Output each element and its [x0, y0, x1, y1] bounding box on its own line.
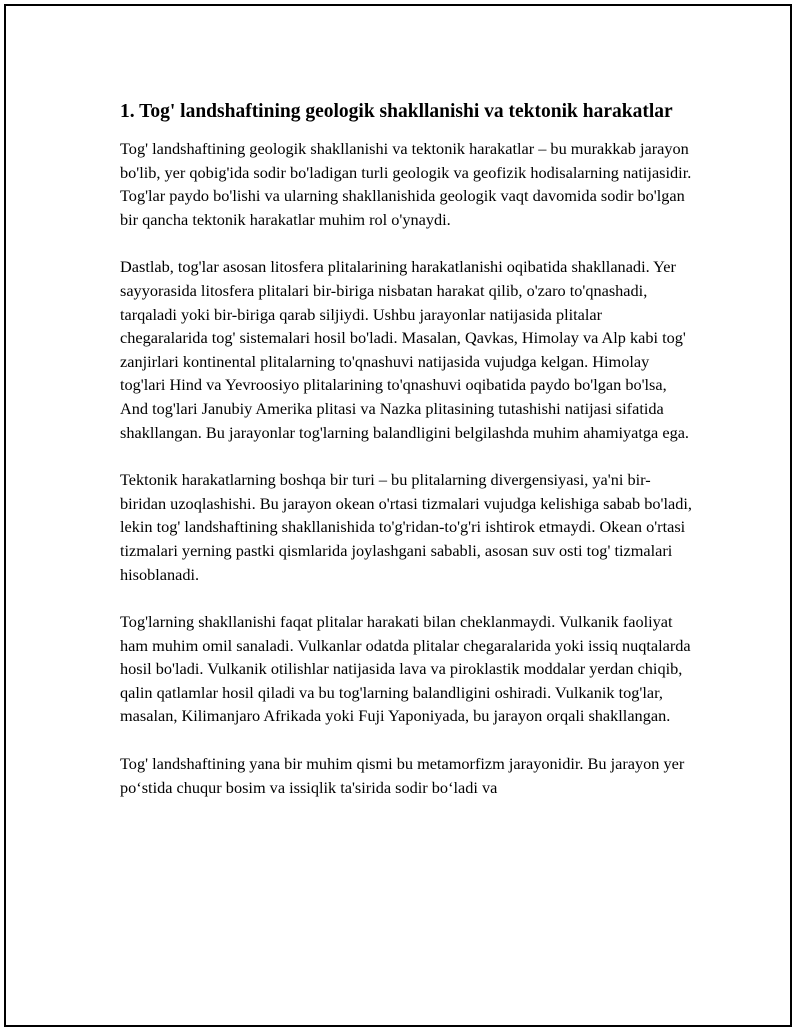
- paragraph-metamorphism: Tog' landshaftining yana bir muhim qismi bu metamorfizm jarayonidir. Bu jarayon yer po‘stida chuqur bosim va issiqlik ta'sirida sodir bo‘ladi va: [120, 754, 685, 797]
- document-body: [120, 98, 692, 823]
- page-frame: [4, 4, 792, 1027]
- paragraph-volcanism: Tog'larning shakllanishi faqat plitalar harakati bilan cheklanmaydi. Vulkanik faoliyat ham muhim omil sanaladi. Vulkanlar odatda plitalar chegaralarida yoki issiq nuqtalarda hosil bo'ladi. Vulkanik otilishlar natijasida lava va piroklastik moddalar yerdan chiqib, qalin qatlamlar hosil qiladi va bu tog'larning balandligini oshiradi. Vulkanik tog'lar, masalan, Kilimanjaro Afrikada yoki Fuji Yaponiyada, bu jarayon orqali shakllangan.: [120, 612, 691, 726]
- paragraph-divergence: Tektonik harakatlarning boshqa bir turi – bu plitalarning divergensiyasi, ya'ni bir-biridan uzoqlashishi. Bu jarayon okean o'rtasi tizmalari vujudga kelishiga sabab bo'ladi, lekin tog' landshaftining shakllanishida to'g'ridan-to'g'ri ishtirok etmaydi. Okean o'rtasi tizmalari yerning pastki qismlarida joylashgani sababli, asosan suv osti tog' tizmalari hisoblanadi.: [120, 470, 692, 584]
- paragraph-intro: Tog' landshaftining geologik shakllanishi va tektonik harakatlar – bu murakkab jarayon bo'lib, yer qobig'ida sodir bo'ladigan turli geologik va geofizik hodisalarning natijasidir. Tog'lar paydo bo'lishi va ularning shakllanishida geologik vaqt davomida sodir bo'lgan bir qancha tektonik harakatlar muhim rol o'ynaydi.: [120, 139, 692, 229]
- paragraph-plate-tectonics: Dastlab, tog'lar asosan litosfera plitalarining harakatlanishi oqibatida shakllanadi. Yer sayyorasida litosfera plitalari bir-biriga nisbatan harakat qilib, o'zaro to'qnashadi, tarqaladi yoki bir-biriga qarab siljiydi. Ushbu jarayonlar natijasida plitalar chegaralarida tog' sistemalari hosil bo'ladi. Masalan, Qavkas, Himolay va Alp kabi tog' zanjirlari kontinental plitalarning to'qnashuvi natijasida vujudga kelgan. Himolay tog'lari Hind va Yevroosiyo plitalarining to'qnashuvi oqibatida paydo bo'lgan bo'lsa, And tog'lari Janubiy Amerika plitasi va Nazka plitasining tutashishi natijasi sifatida shakllangan. Bu jarayonlar tog'larning balandligini belgilashda muhim ahamiyatga ega.: [120, 257, 690, 442]
- section-heading: 1. Tog' landshaftining geologik shakllanishi va tektonik harakatlar: [120, 101, 673, 122]
